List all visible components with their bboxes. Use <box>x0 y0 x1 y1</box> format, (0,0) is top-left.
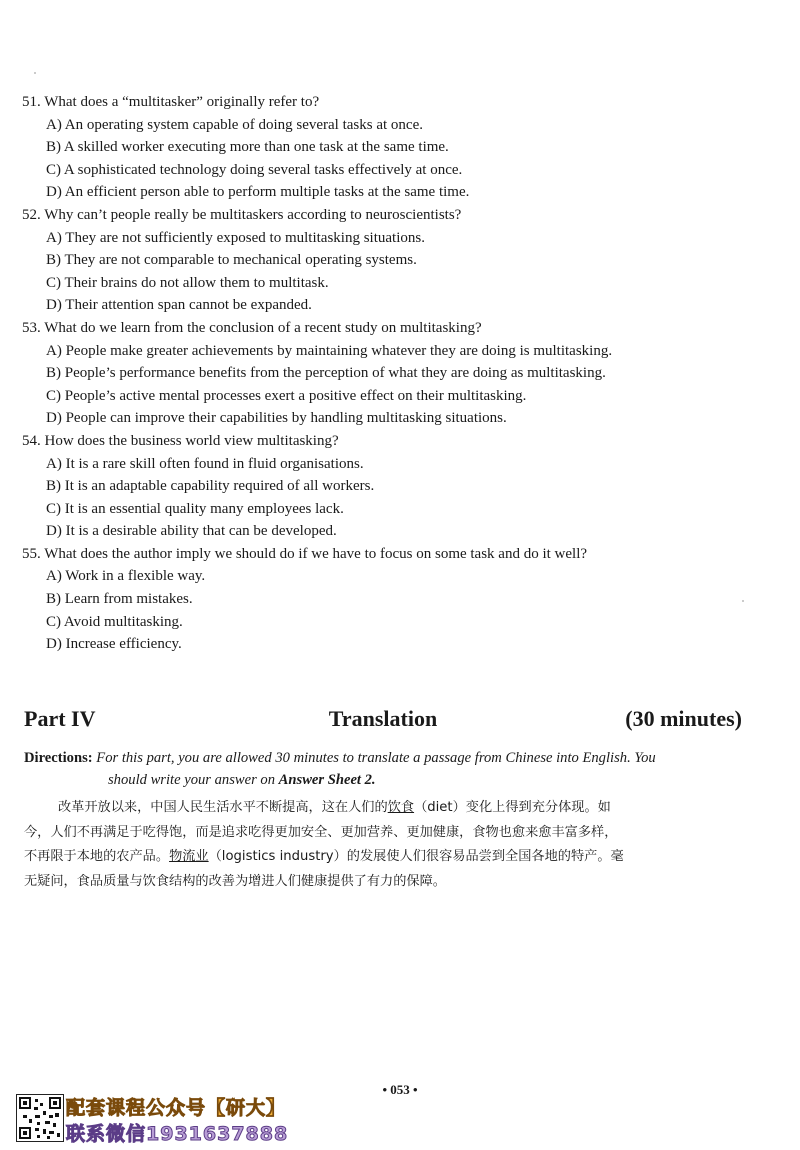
translation-passage <box>24 796 746 894</box>
option-d: D) Their attention span cannot be expanded. <box>46 297 312 314</box>
option-a: A) They are not sufficiently exposed to multitasking situations. <box>46 229 425 246</box>
directions <box>24 747 744 791</box>
passage-line <box>24 821 746 846</box>
qr-code-icon <box>16 1094 64 1142</box>
question-stem: 51. What does a “multitasker” originally refer to? <box>22 94 320 110</box>
passage-text: 今，人们不再满足于吃得饱，而是追求吃得更加安全、更加营养、更加健康，食物也愈来愈丰富多样， <box>24 824 618 840</box>
directions-line-1 <box>24 747 744 769</box>
directions-text: For this part, you are allowed 30 minutes to translate a passage from Chinese into English. You <box>96 750 656 766</box>
passage-text: 不再限于本地的农产品。 <box>24 849 170 864</box>
answer-sheet-ref: Answer Sheet 2. <box>278 772 376 788</box>
option-b: B) They are not comparable to mechanical operating systems. <box>46 252 417 269</box>
underlined-term: 物流业 <box>169 849 209 864</box>
passage-line <box>24 845 746 870</box>
question-55 <box>22 543 762 656</box>
passage-line <box>24 870 746 895</box>
option-a: A) It is a rare skill often found in fluid organisations. <box>46 455 364 472</box>
option-d: D) People can improve their capabilities by handling multitasking situations. <box>46 410 507 427</box>
option-d: D) An efficient person able to perform multiple tasks at the same time. <box>46 184 470 201</box>
question-51 <box>22 91 762 204</box>
watermark-line-2: 联系微信1931637888 <box>66 1123 289 1145</box>
passage-line <box>24 796 746 821</box>
underlined-term: 饮食 <box>387 800 415 815</box>
question-53 <box>22 317 762 430</box>
directions-text: should write your answer on <box>108 772 279 788</box>
question-52 <box>22 204 762 317</box>
page-number: • 053 • <box>382 1082 418 1097</box>
option-a: A) People make greater achievements by maintaining whatever they are doing is multitasking. <box>46 342 613 359</box>
option-b: B) Learn from mistakes. <box>46 591 193 608</box>
part-time: (30 minutes) <box>625 706 742 731</box>
directions-label: Directions: <box>24 750 93 766</box>
option-a: A) An operating system capable of doing several tasks at once. <box>46 116 423 133</box>
question-stem: 55. What does the author imply we should do if we have to focus on some task and do it well? <box>22 545 588 562</box>
scan-speck <box>34 72 36 74</box>
option-a: A) Work in a flexible way. <box>46 568 206 585</box>
option-c: C) A sophisticated technology doing several tasks effectively at once. <box>46 161 463 178</box>
question-stem: 53. What do we learn from the conclusion of a recent study on multitasking? <box>22 319 482 336</box>
passage-text: 无疑问，食品质量与饮食结构的改善为增进人们健康提供了有力的保障。 <box>24 873 446 889</box>
passage-text: （logistics industry）的发展使人们很容易品尝到全国各地的特产。毫 <box>208 849 624 864</box>
passage-text: （diet）变化上得到充分体现。如 <box>414 800 611 815</box>
question-54 <box>22 430 762 543</box>
directions-line-2 <box>24 769 744 791</box>
question-list <box>22 91 762 656</box>
option-c: C) People’s active mental processes exert a positive effect on their multitasking. <box>46 387 527 404</box>
option-c: C) It is an essential quality many employees lack. <box>46 500 344 517</box>
option-d: D) Increase efficiency. <box>46 636 182 653</box>
option-b: B) It is an adaptable capability required of all workers. <box>46 478 375 495</box>
option-c: C) Avoid multitasking. <box>46 613 183 630</box>
option-c: C) Their brains do not allow them to multitask. <box>46 274 329 291</box>
passage-text: 改革开放以来，中国人民生活水平不断提高，这在人们的 <box>58 800 388 815</box>
part-label: Part IV <box>24 706 96 731</box>
question-stem: 52. Why can’t people really be multitaskers according to neuroscientists? <box>22 206 462 223</box>
option-d: D) It is a desirable ability that can be developed. <box>46 523 337 540</box>
option-b: B) People’s performance benefits from the perception of what they are doing as multitasking. <box>46 365 606 382</box>
part-title: Translation <box>328 706 438 731</box>
question-stem: 54. How does the business world view multitasking? <box>22 432 339 449</box>
part-header <box>24 706 742 736</box>
watermark-line-1: 配套课程公众号【研大】 <box>66 1097 287 1119</box>
option-b: B) A skilled worker executing more than one task at the same time. <box>46 139 449 156</box>
